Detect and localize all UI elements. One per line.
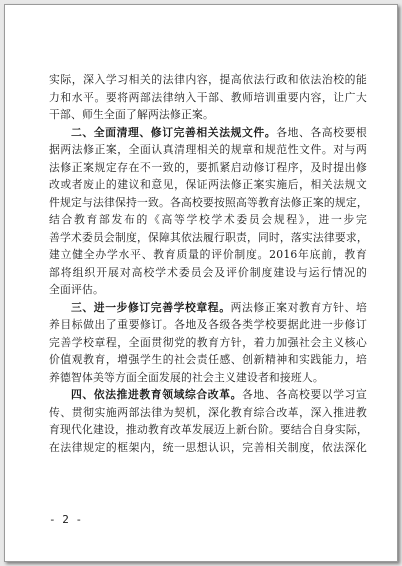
text-line <box>49 281 367 299</box>
line-text: 实际，深入学习相关的法律内容，提高依法行政和依法治校的能 <box>49 73 367 86</box>
line-text: 全面评估。 <box>49 283 104 296</box>
line-text: 改或者废止的建议和意见，保证两法修正案实施后，相关法规文 <box>49 178 367 191</box>
text-line <box>49 229 367 247</box>
text-line <box>49 264 367 282</box>
line-text: 两法修正案对教育方针、培 <box>230 300 367 314</box>
text-line <box>49 194 367 212</box>
line-text: 各地、各高校要根 <box>276 125 367 139</box>
line-text: 结合教育部发布的《高等学校学术委员会规程》，进一步完 <box>49 213 367 226</box>
document-page <box>4 4 398 562</box>
text-line <box>49 439 367 457</box>
line-text: 各地、各高校要以学习宣 <box>242 388 367 401</box>
section-heading: 三、进一步修订完善学校章程。 <box>71 300 231 314</box>
line-text: 养目标做出了重要修订。各地及各级各类学校要据此进一步修订 <box>49 318 367 331</box>
text-line <box>49 211 367 229</box>
text-line <box>49 369 367 387</box>
text-line <box>49 316 367 334</box>
text-line <box>49 404 367 422</box>
line-text: 善学术委员会制度，保障其依法履行职责，同时，落实法律要求， <box>49 230 368 244</box>
text-line <box>49 421 367 439</box>
line-text: 传、贯彻实施两部法律为契机，深化教育综合改革，深入推进教 <box>49 405 367 419</box>
page-number: - 2 - <box>49 513 83 526</box>
section-heading: 二、全面清理、修订完善相关法规文件。 <box>71 125 277 139</box>
text-line <box>49 351 367 369</box>
text-line <box>49 246 367 264</box>
text-line <box>49 71 367 89</box>
line-text: 力和水平。要将两部法律纳入干部、教师培训重要内容，让广大 <box>49 90 367 104</box>
text-line <box>49 159 367 177</box>
line-text: 件规定与法律保持一致。各高校要按照高等教育法修正案的规定， <box>49 195 368 209</box>
text-line <box>49 106 367 124</box>
line-text: 干部、师生全面了解两法修正案。 <box>49 108 214 121</box>
text-line <box>49 386 367 404</box>
line-text: 部将组织开展对高校学术委员会及评价制度建设与运行情况的 <box>49 265 367 279</box>
line-text: 法修正案规定存在不一致的，要抓紧启动修订程序，及时提出修 <box>49 160 367 174</box>
text-line <box>49 141 367 159</box>
text-line <box>49 299 367 317</box>
line-text: 养德智体美等方面全面发展的社会主义建设者和接班人。 <box>49 370 324 384</box>
text-line <box>49 334 367 352</box>
line-text: 建立健全办学水平、教育质量的评价制度。2016年底前，教育 <box>49 248 367 261</box>
text-line <box>49 176 367 194</box>
section-heading: 四、依法推进教育领域综合改革。 <box>71 388 242 401</box>
line-text: 完善学校章程，全面贯彻党的教育方针，着力加强社会主义核心 <box>49 335 367 349</box>
line-text: 价值观教育，增强学生的社会责任感、创新精神和实践能力，培 <box>49 353 367 366</box>
line-text: 据两法修正案，全面认真清理相关的规章和规范性文件。对与两 <box>49 143 367 156</box>
line-text: 育现代化建设，推动教育改革发展迈上新台阶。要结合自身实际， <box>49 423 368 436</box>
text-line <box>49 89 367 107</box>
document-body <box>49 71 367 456</box>
line-text: 在法律规定的框架内，统一思想认识，完善相关制度，依法深化 <box>49 440 367 454</box>
text-line <box>49 124 367 142</box>
